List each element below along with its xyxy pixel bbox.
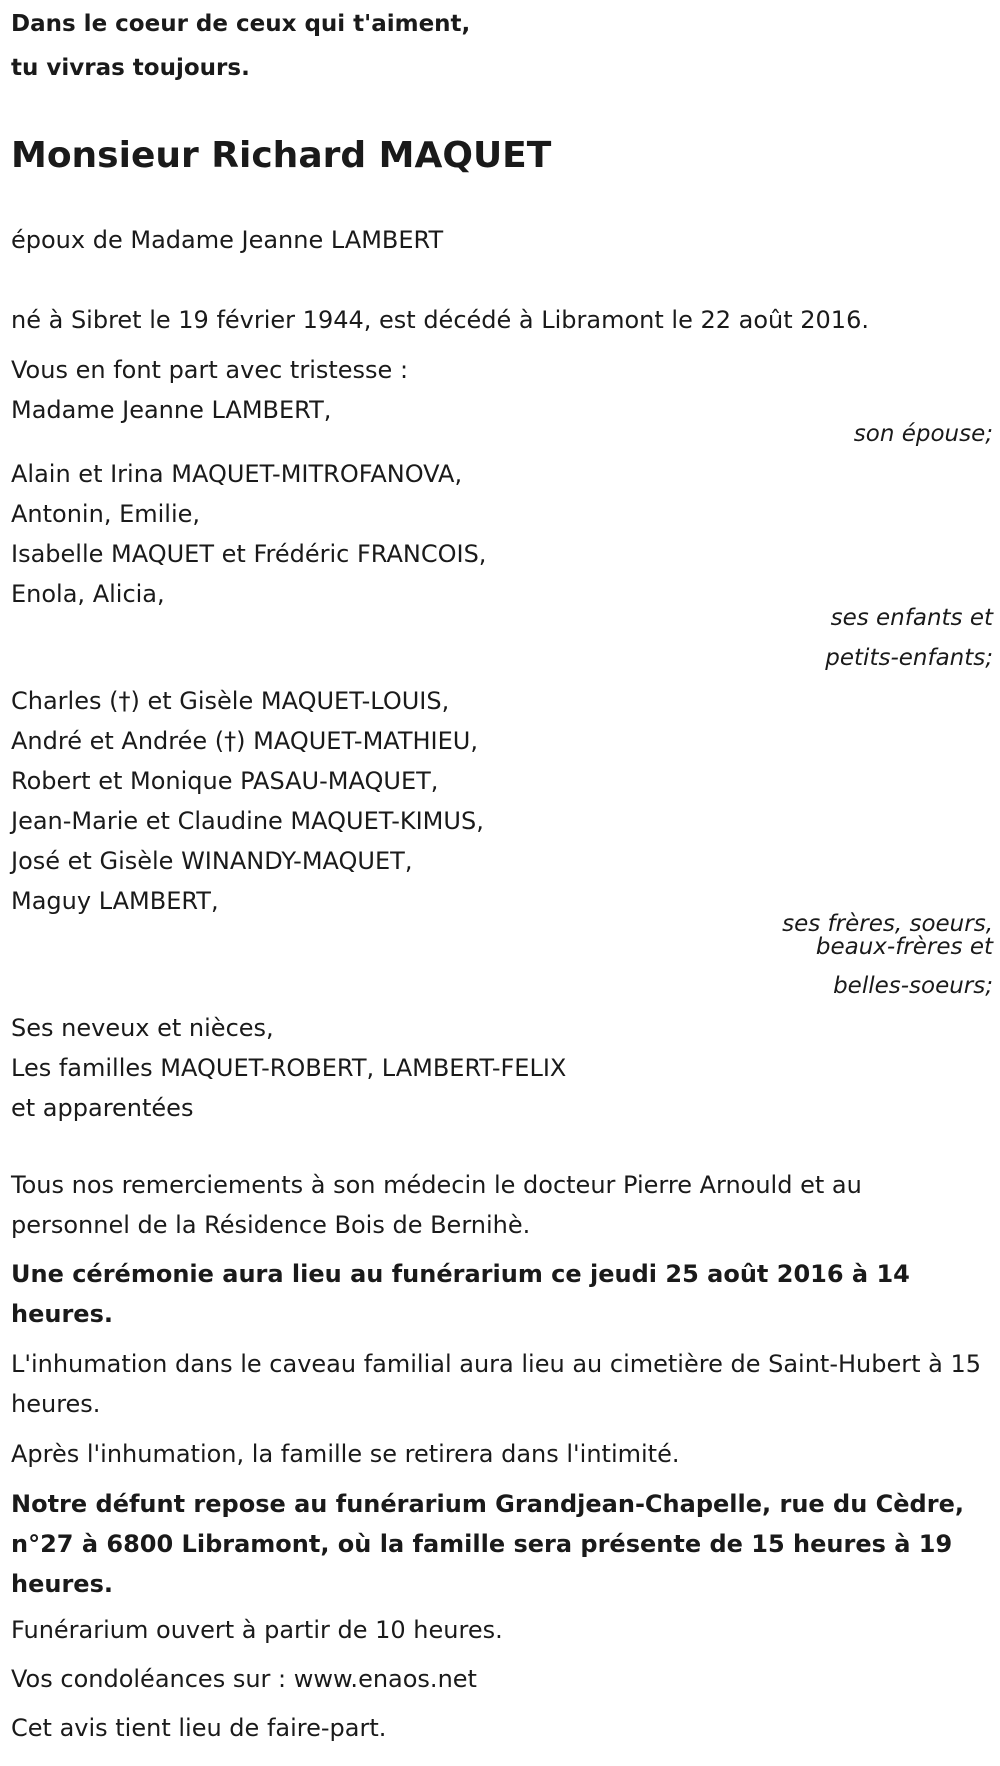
epigraph-line-1: Dans le coeur de ceux qui t'aiment, bbox=[11, 11, 471, 37]
family-member: Ses neveux et nièces, bbox=[11, 1014, 274, 1042]
relation-label: ses frères, soeurs, bbox=[782, 911, 993, 937]
opening-hours: Funérarium ouvert à partir de 10 heures. bbox=[11, 1616, 503, 1644]
ceremony-paragraph: Une cérémonie aura lieu au funérarium ce jeudi 25 août 2016 à 14 heures. bbox=[11, 1260, 910, 1328]
faire-part-line: Cet avis tient lieu de faire-part. bbox=[11, 1714, 387, 1742]
family-member: Charles (†) et Gisèle MAQUET-LOUIS, bbox=[11, 687, 450, 715]
epigraph-line-2: tu vivras toujours. bbox=[11, 55, 250, 81]
family-member: Isabelle MAQUET et Frédéric FRANCOIS, bbox=[11, 540, 487, 568]
deceased-name: Monsieur Richard MAQUET bbox=[11, 135, 552, 176]
family-member: Robert et Monique PASAU-MAQUET, bbox=[11, 767, 439, 795]
family-member: et apparentées bbox=[11, 1094, 194, 1122]
relation-label: beaux-frères et bbox=[815, 934, 993, 960]
relation-label: son épouse; bbox=[853, 421, 993, 447]
family-member: André et Andrée (†) MAQUET-MATHIEU, bbox=[11, 727, 478, 755]
burial-paragraph: L'inhumation dans le caveau familial aura lieu au cimetière de Saint-Hubert à 15 heures. bbox=[11, 1350, 982, 1418]
family-member: Antonin, Emilie, bbox=[11, 500, 201, 528]
spouse-line: époux de Madame Jeanne LAMBERT bbox=[11, 226, 444, 254]
announcement-intro: Vous en font part avec tristesse : bbox=[11, 356, 409, 384]
family-member: José et Gisèle WINANDY-MAQUET, bbox=[11, 847, 413, 875]
family-member: Enola, Alicia, bbox=[11, 580, 165, 608]
after-burial-paragraph: Après l'inhumation, la famille se retirera dans l'intimité. bbox=[11, 1440, 680, 1468]
relation-label: belles-soeurs; bbox=[833, 973, 993, 999]
family-member: Maguy LAMBERT, bbox=[11, 887, 219, 915]
family-member: Les familles MAQUET-ROBERT, LAMBERT-FELIX bbox=[11, 1054, 567, 1082]
repose-paragraph: Notre défunt repose au funérarium Grandjean-Chapelle, rue du Cèdre, n°27 à 6800 Libramont, où la famille sera présente de 15 heures à 19 heures. bbox=[11, 1490, 964, 1598]
birth-death-line: né à Sibret le 19 février 1944, est décédé à Libramont le 22 août 2016. bbox=[11, 306, 869, 334]
relation-label: ses enfants et bbox=[830, 605, 993, 631]
thanks-paragraph: Tous nos remerciements à son médecin le docteur Pierre Arnould et au personnel de la Résidence Bois de Bernihè. bbox=[11, 1171, 862, 1239]
family-member: Madame Jeanne LAMBERT, bbox=[11, 396, 332, 424]
family-member: Jean-Marie et Claudine MAQUET-KIMUS, bbox=[11, 807, 484, 835]
relation-label: petits-enfants; bbox=[825, 645, 993, 671]
family-member: Alain et Irina MAQUET-MITROFANOVA, bbox=[11, 460, 463, 488]
condolences-line: Vos condoléances sur : www.enaos.net bbox=[11, 1665, 477, 1693]
